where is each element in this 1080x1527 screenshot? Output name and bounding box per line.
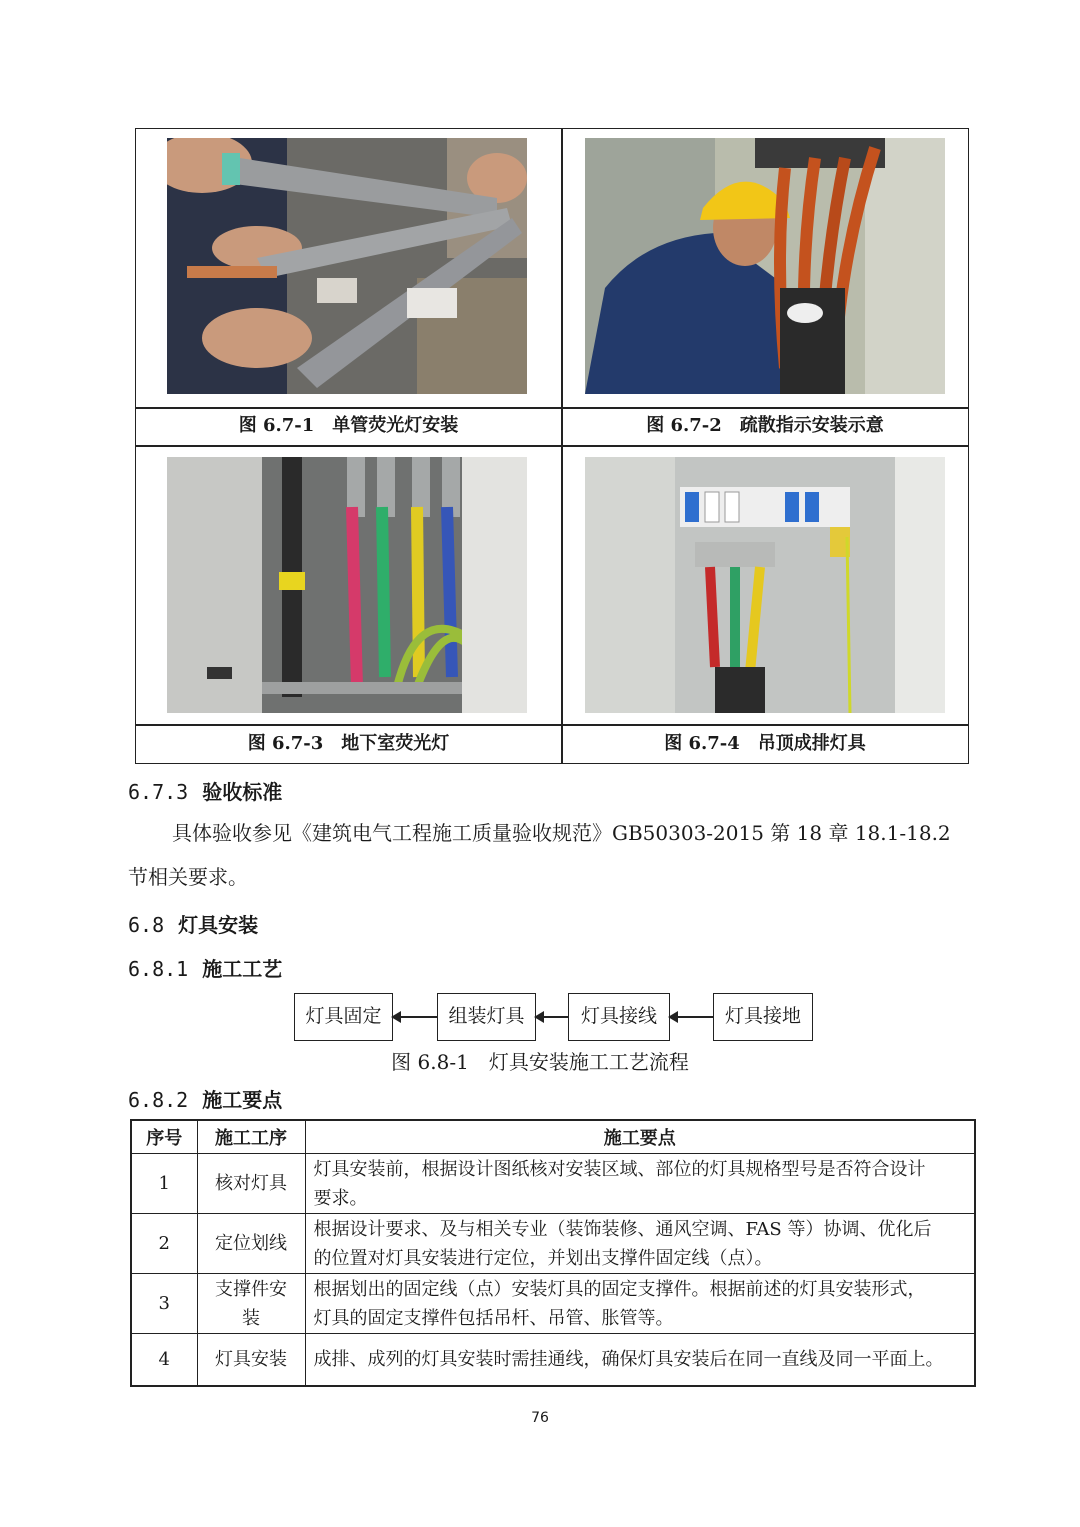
row-number: 3: [131, 1274, 197, 1334]
flow-arrow-left-icon: [670, 1016, 713, 1018]
page-number: 76: [531, 1410, 549, 1426]
paragraph-line: 节相关要求。: [128, 865, 248, 889]
column-header: 施工要点: [305, 1120, 975, 1154]
key-point: [305, 1214, 975, 1274]
worker-helmet-photo-icon: [585, 138, 945, 394]
section-heading-6-8-2: [128, 1084, 282, 1113]
figure-3-photo: [167, 457, 527, 713]
section-heading-6-8: [128, 909, 258, 938]
key-point-line: 灯具安装前，根据设计图纸核对安装区域、部位的灯具规格型号是否符合设计: [313, 1159, 926, 1180]
section-heading-6-7-3: [128, 776, 282, 805]
paragraph-line: 具体验收参见《建筑电气工程施工质量验收规范》GB50303-2015 第 18 章 18.1-18.2: [172, 821, 951, 845]
figure-2-photo: [585, 138, 945, 394]
table-row: [131, 1154, 975, 1214]
flow-arrow-left-icon: [393, 1016, 437, 1018]
process-step: [197, 1334, 305, 1386]
key-point-line: 成排、成列的灯具安装时需挂通线，确保灯具安装后在同一直线及同一平面上。: [313, 1349, 944, 1371]
section-heading-6-8-1: [128, 953, 282, 982]
flow-step-box: 灯具接地: [713, 993, 813, 1041]
flow-step-box: 灯具接线: [568, 993, 670, 1041]
figure-4-photo: [585, 457, 945, 713]
figure-4-caption: 图 6.7-4 吊顶成排灯具: [664, 733, 866, 754]
figure-1-caption: 图 6.7-1 单管荧光灯安装: [238, 415, 459, 436]
key-point-line: 根据划出的固定线（点）安装灯具的固定支撑件。根据前述的灯具安装形式，: [313, 1279, 926, 1300]
flow-arrow-left-icon: [536, 1016, 568, 1018]
table-row: [131, 1274, 975, 1334]
column-header: 施工工序: [197, 1120, 305, 1154]
color-cables-cabinet-photo-icon: [167, 457, 527, 713]
column-header: 序号: [131, 1120, 197, 1154]
flow-step-box: 灯具固定: [294, 993, 393, 1041]
cable-termination-photo-icon: [167, 138, 527, 394]
process-step: [197, 1274, 305, 1334]
flowchart-caption: 图 6.8-1 灯具安装施工工艺流程: [391, 1050, 689, 1074]
process-step-line: 灯具安装: [215, 1348, 287, 1370]
distribution-box-photo-icon: [585, 457, 945, 713]
table-row: [131, 1334, 975, 1386]
section-number: 6.7.3: [128, 780, 189, 804]
process-step-line: 定位划线: [215, 1233, 287, 1254]
section-title: 验收标准: [202, 780, 283, 804]
table-row: [131, 1214, 975, 1274]
section-number: 6.8.2: [128, 1088, 189, 1112]
grid-divider: [136, 445, 968, 447]
row-number: 2: [131, 1214, 197, 1274]
section-title: 灯具安装: [178, 913, 259, 937]
key-point-line: 的位置对灯具安装进行定位，并划出支撑件固定线（点）。: [313, 1248, 773, 1269]
figure-2-caption: 图 6.7-2 疏散指示安装示意: [646, 415, 884, 436]
section-title: 施工工艺: [202, 957, 283, 981]
section-number: 6.8.1: [128, 957, 189, 981]
figure-3-caption: 图 6.7-3 地下室荧光灯: [247, 733, 450, 754]
process-step-line: 装: [242, 1307, 260, 1329]
key-point: [305, 1274, 975, 1334]
row-number: 1: [131, 1154, 197, 1214]
key-point-line: 根据设计要求、及与相关专业（装饰装修、通风空调、FAS 等）协调、优化后: [313, 1219, 932, 1240]
table-header-row: [131, 1120, 975, 1154]
process-step: [197, 1214, 305, 1274]
process-step-line: 核对灯具: [215, 1173, 287, 1194]
row-number: 4: [131, 1334, 197, 1386]
section-number: 6.8: [128, 913, 165, 937]
figure-1-photo: [167, 138, 527, 394]
key-point: [305, 1154, 975, 1214]
process-step-line: 支撑件安: [215, 1278, 287, 1300]
construction-points-table: [130, 1119, 976, 1387]
section-title: 施工要点: [202, 1088, 283, 1112]
key-point: [305, 1334, 975, 1386]
process-step: [197, 1154, 305, 1214]
flow-step-box: 组装灯具: [437, 993, 536, 1041]
key-point-line: 要求。: [313, 1188, 368, 1209]
key-point-line: 灯具的固定支撑件包括吊杆、吊管、胀管等。: [313, 1308, 674, 1329]
